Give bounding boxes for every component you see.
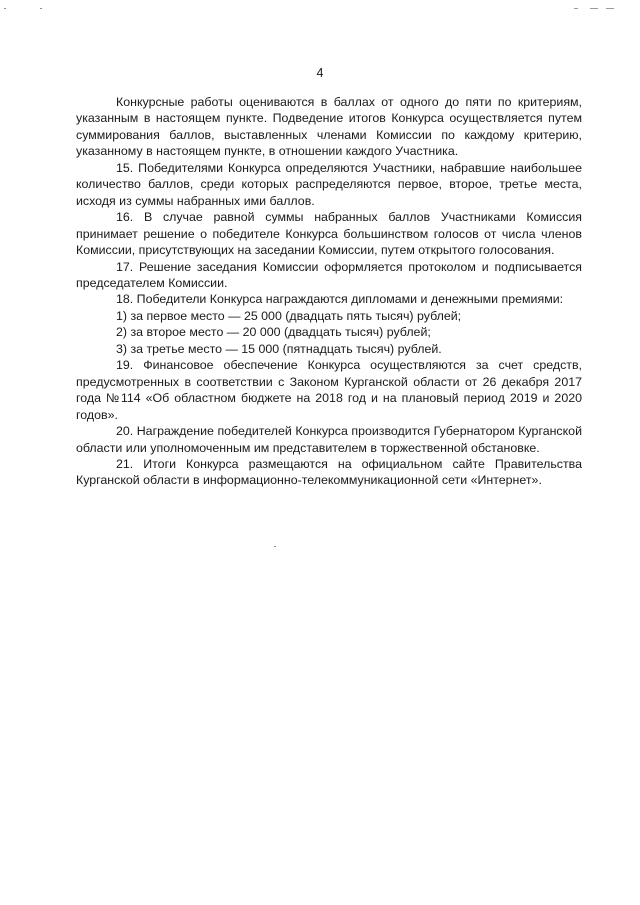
scan-mark-left-2 — [40, 8, 42, 9]
paragraph-18-awards: 18. Победители Конкурса награждаются дипломами и денежными премиями: — [116, 292, 564, 307]
prize-second-place: 2) за второе место — 20 000 (двадцать тысяч) рублей; — [116, 325, 431, 340]
scan-mark-right-2 — [590, 8, 598, 9]
prize-first-place: 1) за первое место — 25 000 (двадцать пять тысяч) рублей; — [116, 308, 462, 323]
scan-mark-right — [574, 8, 578, 9]
paragraph-21-publication: 21. Итоги Конкурса размещаются на официальном сайте Правительства Курганской области в информационно-телекоммуникационной сети «Интернет». — [76, 456, 582, 488]
paragraph-20-ceremony: 20. Награждение победителей Конкурса производится Губернатором Курганской области или уполномоченным им представителем в торжественной обстановке. — [76, 424, 582, 455]
paragraph-scoring: Конкурсные работы оцениваются в баллах от одного до пяти по критериям, указанным в настоящем пункте. Подведение итогов Конкурса осуществляется путем суммирования баллов, выставленных членами Комиссии по каждому критерию, указанному в настоящем пункте, в отношении каждого Участника. — [76, 95, 582, 159]
paragraph-17-protocol: 17. Решение заседания Комиссии оформляется протоколом и подписывается председателем Комиссии. — [76, 259, 582, 290]
paragraph-15-winners: 15. Победителями Конкурса определяются Участники, набравшие наибольшее количество баллов, среди которых распределяются первое, второе, третье места, исходя из суммы набранных ими баллов. — [76, 160, 582, 208]
scan-mark-right-3 — [606, 8, 614, 9]
scan-mark-center — [274, 546, 276, 547]
paragraph-19-funding: 19. Финансовое обеспечение Конкурса осуществляются за счет средств, предусмотренных в соответствии с Законом Курганской области от 26 декабря 2017 года №114 «Об областном бюджете на 2018 год и на плановый период 2019 и 2020 годов». — [76, 358, 582, 422]
document-body — [76, 94, 582, 489]
paragraph-16-tie: 16. В случае равной суммы набранных баллов Участниками Комиссия принимает решение о победителе Конкурса большинством голосов от числа членов Комиссии, присутствующих на заседании Комиссии, путем открытого голосования. — [76, 210, 582, 258]
scan-mark-left — [4, 8, 6, 9]
prize-third-place: 3) за третье место — 15 000 (пятнадцать тысяч) рублей. — [116, 341, 442, 356]
page-number: 4 — [316, 66, 324, 80]
